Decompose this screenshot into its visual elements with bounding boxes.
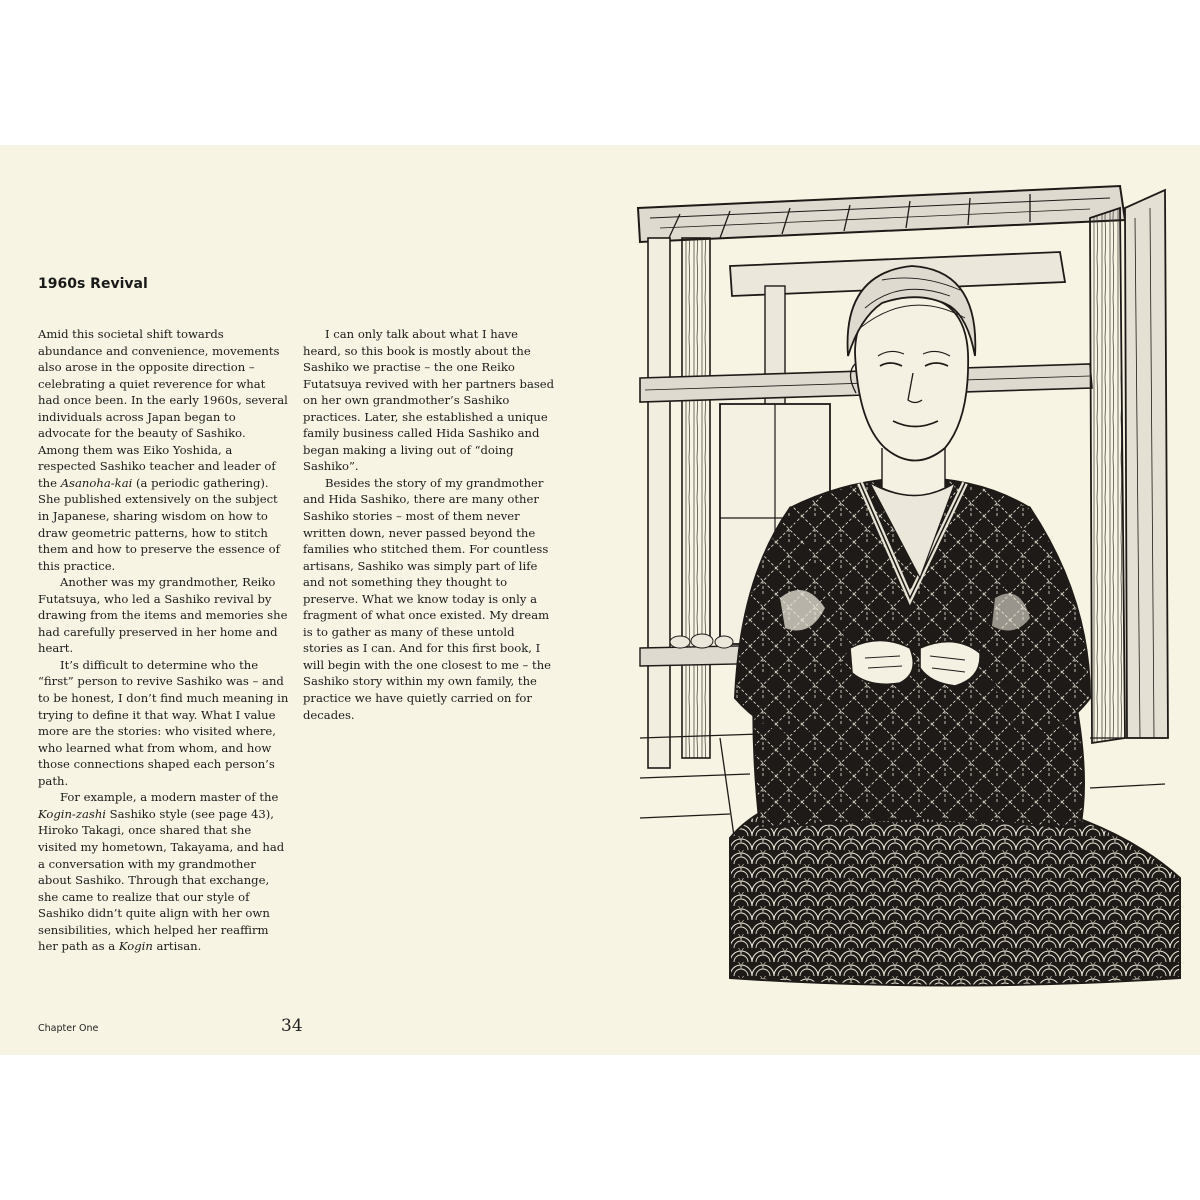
- page-number: 34: [281, 1016, 303, 1036]
- paragraph: I can only talk about what I have heard, so this book is mostly about the Sashiko we practise – the one Reiko Futatsuya revived with her partners based on her own grandmother’s Sashiko practices. Later, she established a unique family business called Hida Sashiko and began making a living out of “doing Sashiko”.: [303, 327, 555, 474]
- illustration-portrait: [620, 178, 1182, 988]
- section-heading: 1960s Revival: [38, 276, 148, 292]
- paragraph: Amid this societal shift towards abundance and convenience, movements also arose in the opposite direction – celebrating a quiet reverence for what had once been. In the early 1960s, several individuals across Japan began to advocate for the beauty of Sashiko. Among them was Eiko Yoshida, a respected Sashiko teacher and leader of the Asanoha-kai (a periodic gathering). She published extensively on the subject in Japanese, sharing wisdom on how to draw geometric patterns, how to stitch them and how to preserve the essence of this practice.: [38, 327, 288, 573]
- paragraph: Besides the story of my grandmother and Hida Sashiko, there are many other Sashiko stories – most of them never written down, never passed beyond the families who stitched them. For countless artisans, Sashiko was simply part of life and not something they thought to preserve. What we know today is only a fragment of what once existed. My dream is to gather as many of these untold stories as I can. And for this first book, I will begin with the one closest to me – the Sashiko story within my own family, the practice we have quietly carried on for decades.: [303, 475, 552, 722]
- paragraph: It’s difficult to determine who the “first” person to revive Sashiko was – and to be honest, I don’t find much meaning in trying to define it that way. What I value more are the stories: who visited where, who learned what from whom, and how those connections shaped each person’s path.: [38, 657, 289, 788]
- text-column-right: [303, 326, 555, 723]
- paragraph: Another was my grandmother, Reiko Futatsuya, who led a Sashiko revival by drawing from the items and memories she had carefully preserved in her home and heart.: [38, 575, 288, 656]
- portrait-svg: [620, 178, 1182, 988]
- chapter-label: Chapter One: [38, 1023, 99, 1034]
- paragraph: For example, a modern master of the Kogin-zashi Sashiko style (see page 43), Hiroko Takagi, once shared that she visited my hometown, Takayama, and had a conversation with my grandmother about Sashiko. Through that exchange, she came to realize that our style of Sashiko didn’t quite align with her own sensibilities, which helped her reaffirm her path as a Kogin artisan.: [38, 790, 285, 954]
- text-column-left: [38, 326, 290, 955]
